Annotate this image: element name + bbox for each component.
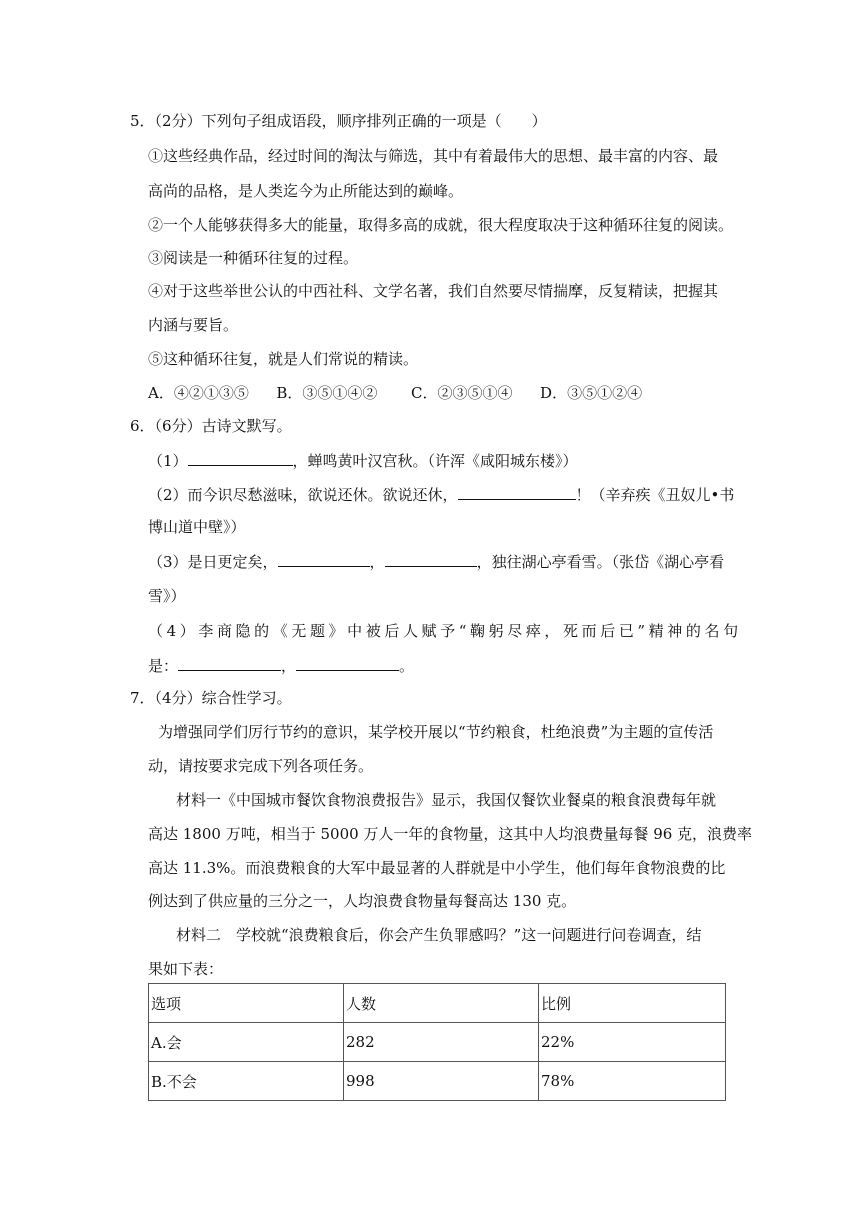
- answer-blank: [385, 551, 477, 567]
- table-header-row: [149, 984, 726, 1023]
- q6-item-4-cont: 是： ， 。: [148, 657, 415, 675]
- table-header-cell: 人数: [344, 984, 539, 1023]
- q6-item-1: （1） ，蝉鸣黄叶汉宫秋。（许浑《咸阳城东楼》）: [148, 452, 578, 470]
- q5-sentence-2: ②一个人能够获得多大的能量，取得多高的成就，很大程度取决于这种循环往复的阅读。: [148, 216, 734, 234]
- material-1-line-1: 材料一《中国城市餐饮食物浪费报告》显示，我国仅餐饮业餐桌的粮食浪费每年就: [176, 791, 717, 809]
- q5-options: [148, 383, 642, 403]
- material-1-line-3: 高达 11.3%。而浪费粮食的大军中最显著的人群就是中小学生，他们每年食物浪费的比: [148, 859, 726, 877]
- answer-blank: [296, 655, 399, 671]
- material-1-line-4: 例达到了供应量的三分之一，人均浪费食物量每餐高达 130 克。: [148, 892, 577, 910]
- q6-item-3-cont: 雪》）: [148, 587, 186, 605]
- material-2-line-2: 果如下表：: [148, 960, 224, 978]
- table-header-cell: 选项: [149, 984, 344, 1023]
- answer-blank: [178, 655, 281, 671]
- table-cell: 998: [344, 1062, 539, 1101]
- q6-title: 6．（6分）古诗文默写。: [130, 417, 292, 435]
- material-1-line-2: 高达 1800 万吨，相当于 5000 万人一年的食物量，这其中人均浪费量每餐 96 克，浪费率: [148, 825, 753, 843]
- q5-option-a: A．④②①③⑤: [148, 384, 249, 402]
- q6-item-4: （4）李商隐的《无题》中被后人赋予“鞠躬尽瘁，死而后已”精神的名句: [148, 622, 742, 640]
- q5-option-d: D．③⑤①②④: [540, 384, 643, 402]
- q7-intro: 为增强同学们厉行节约的意识，某学校开展以“节约粮食，杜绝浪费”为主题的宣传活: [158, 723, 714, 741]
- q5-sentence-3: ③阅读是一种循环往复的过程。: [148, 249, 359, 267]
- q6-item-2: （2）而今识尽愁滋味，欲说还休。欲说还休， ！（辛弃疾《丑奴儿•书: [148, 486, 735, 504]
- q6-item-2-cont: 博山道中壁》）: [148, 518, 246, 536]
- material-2-line-1: 材料二 学校就“浪费粮食后，你会产生负罪感吗？”这一问题进行问卷调查，结: [176, 926, 702, 944]
- q7-intro-cont: 动，请按要求完成下列各项任务。: [148, 757, 374, 775]
- q5-option-c: C．②③⑤①④: [411, 384, 513, 402]
- table-cell: 78%: [539, 1062, 726, 1101]
- q5-sentence-4-cont: 内涵与要旨。: [148, 316, 239, 334]
- table-cell: A.会: [149, 1023, 344, 1062]
- table-cell: B.不会: [149, 1062, 344, 1101]
- q6-item-3: （3）是日更定矣， ， ，独往湖心亭看雪。（张岱《湖心亭看: [148, 553, 725, 571]
- q5-title: 5．（2分）下列句子组成语段，顺序排列正确的一项是（ ）: [130, 112, 547, 130]
- q5-option-b: B．③⑤①④②: [276, 384, 378, 402]
- survey-table: [148, 983, 726, 1101]
- q7-title: 7．（4分）综合性学习。: [130, 689, 292, 707]
- q5-sentence-1-cont: 高尚的品格，是人类迄今为止所能达到的巅峰。: [148, 182, 464, 200]
- table-cell: 282: [344, 1023, 539, 1062]
- answer-blank: [188, 450, 293, 466]
- answer-blank: [278, 551, 370, 567]
- table-header-cell: 比例: [539, 984, 726, 1023]
- q5-sentence-4: ④对于这些举世公认的中西社科、文学名著，我们自然要尽情揣摩，反复精读，把握其: [148, 282, 719, 300]
- table-row: [149, 1062, 726, 1101]
- answer-blank: [458, 484, 576, 500]
- q5-sentence-1: ①这些经典作品，经过时间的淘汰与筛选，其中有着最伟大的思想、最丰富的内容、最: [148, 147, 719, 165]
- q5-sentence-5: ⑤这种循环往复，就是人们常说的精读。: [148, 350, 419, 368]
- table-row: [149, 1023, 726, 1062]
- table-cell: 22%: [539, 1023, 726, 1062]
